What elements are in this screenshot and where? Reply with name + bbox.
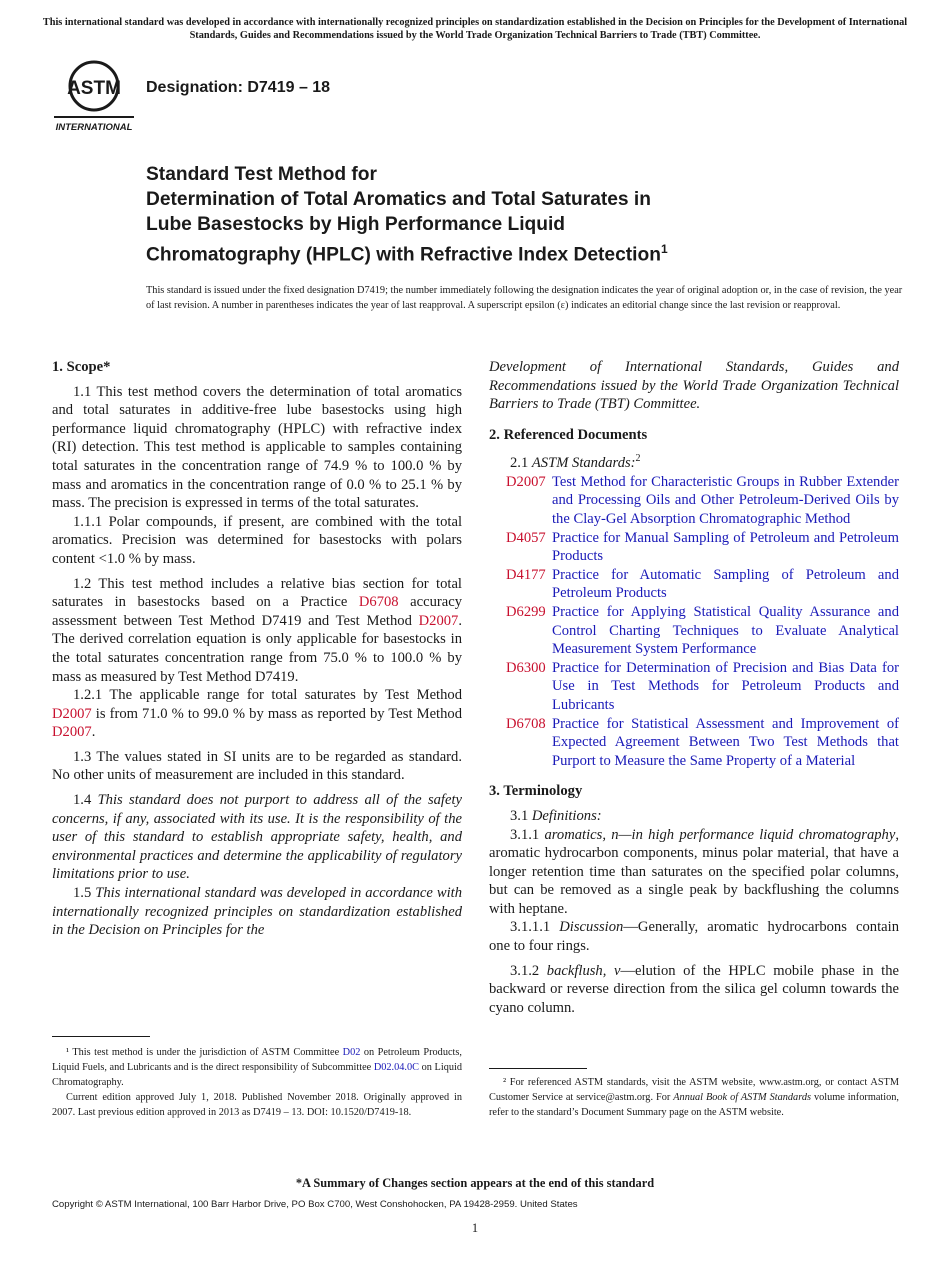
para-3-1-2-text: —elution of the HPLC mobile phase in the backward or reverse direction from the silica gel column towards the cyano column. — [489, 962, 899, 1016]
footnote-2-italic: Annual Book of ASTM Standards — [673, 1092, 811, 1103]
link-d2007[interactable]: D2007 — [52, 705, 92, 722]
footnote-2 — [489, 1075, 899, 1120]
footnote-rule-left — [52, 1036, 150, 1037]
designation-label: Designation: — [146, 79, 243, 96]
title-line-4: Chromatography (HPLC) with Refractive Index Detection — [146, 244, 661, 266]
para-3-1-1-1-term: Discussion — [559, 919, 624, 936]
title-line-1: Standard Test Method for — [146, 164, 377, 185]
section-2-heading: 2. Referenced Documents — [489, 426, 648, 443]
reference-item[interactable] — [506, 529, 899, 566]
footnote-1-text-a: ¹ This test method is under the jurisdiction of ASTM Committee — [66, 1047, 343, 1058]
ref-code[interactable]: D6708 — [506, 715, 546, 732]
section-3-heading: 3. Terminology — [489, 783, 583, 800]
astm-logo-icon — [52, 58, 136, 136]
logo-subtext: INTERNATIONAL — [55, 122, 133, 133]
para-1-2-text-a: 1.2 This test method includes a relative bias section for total saturates in basestocks based on a Practice — [52, 575, 462, 611]
reference-item[interactable] — [506, 659, 899, 715]
para-1-5-continued — [489, 358, 899, 414]
reference-list — [489, 473, 899, 771]
page-number: 1 — [471, 1221, 479, 1235]
para-3-1-1-term: aromatics, n—in high performance liquid chromatography — [544, 826, 896, 843]
footnote-1 — [52, 1045, 462, 1120]
para-1-2-1-text-c: . — [91, 724, 96, 741]
footnote-2-text-a: ² For referenced ASTM standards, visit the ASTM website, www.astm.org, or contact ASTM Customer Service at service@astm.org. For — [489, 1077, 899, 1103]
footnote-1-text-c: on Liquid Chromatography. — [52, 1062, 463, 1088]
para-1-2-1-text-a: 1.2.1 The applicable range for total saturates by Test Method — [73, 687, 462, 704]
issuance-statement: This standard is issued under the fixed designation D7419; the number immediately following the designation indicates the year of original adoption or, in the case of revision, the year of last revision. A number in parentheses indicates the year of last reapproval. A superscript epsilon (ε) indicates an editorial change since the last revision or reapproval. — [146, 285, 903, 311]
para-3-1-1-text: , aromatic hydrocarbon components, minus polar material, that have a longer retention time than saturates on the specified polar columns, but can be removed as a single peak by backflushing the columns with heptane. — [489, 826, 899, 917]
para-1-4-number: 1.4 — [73, 792, 98, 809]
designation-code: D7419 – 18 — [247, 79, 331, 96]
footnote-1-edition: Current edition approved July 1, 2018. Published November 2018. Originally approved in 2007. Last previous edition approved in 2013 as D7419 – 13. DOI: 10.1520/D7419-18. — [52, 1092, 462, 1118]
para-2-1-text: ASTM Standards: — [531, 455, 636, 472]
link-d02-04-0c[interactable]: D02.04.0C — [373, 1062, 420, 1073]
para-3-1-1-1-text: —Generally, aromatic hydrocarbons contain one to four rings. — [489, 919, 899, 955]
link-d2007[interactable]: D2007 — [52, 724, 92, 741]
para-1-2 — [52, 575, 462, 687]
para-3-1-1-1-number: 3.1.1.1 — [510, 919, 560, 936]
title-line-2: Determination of Total Aromatics and Total Saturates in — [146, 189, 651, 210]
ref-title[interactable]: Practice for Manual Sampling of Petroleum and Petroleum Products — [552, 529, 899, 565]
reference-item[interactable] — [506, 715, 899, 771]
ref-title[interactable]: Test Method for Characteristic Groups in Rubber Extender and Processing Oils and Other Petroleum-Derived Oils by the Clay-Gel Absorption Chromatographic Method — [552, 473, 899, 528]
para-3-1-number: 3.1 — [510, 807, 532, 824]
footnote-1-text-b: on Petroleum Products, Liquid Fuels, and Lubricants and is the direct responsibility of Subcommittee — [52, 1047, 462, 1073]
ref-code[interactable]: D6299 — [506, 603, 546, 620]
reference-item[interactable] — [506, 473, 899, 529]
para-3-1-text: Definitions: — [531, 807, 602, 824]
link-d6708[interactable]: D6708 — [358, 594, 399, 611]
header-notice: This international standard was developed in accordance with internationally recognized principles on standardization established in the Decision on Principles for the Development of International Standards, Guides and Recommendations issued by the World Trade Organization Technical Barriers to Trade (TBT) Committee. — [42, 17, 908, 41]
para-1-5-continued-text: Development of International Standards, Guides and Recommendations issued by the World Trade Organization Technical Barriers to Trade (TBT) Committee. — [489, 359, 899, 413]
para-1-2-1 — [52, 686, 462, 742]
para-1-5-number: 1.5 — [73, 885, 96, 902]
para-3-1-2 — [489, 962, 899, 1018]
designation — [146, 79, 330, 97]
footnote-1-text — [52, 1045, 462, 1090]
reference-item[interactable] — [506, 566, 899, 603]
para-3-1-2-term: backflush, v — [546, 962, 621, 979]
title-line-3: Lube Basestocks by High Performance Liquid — [146, 214, 566, 235]
para-3-1-1-1 — [489, 918, 899, 955]
logo-text: ASTM — [67, 78, 121, 99]
para-1-4 — [52, 791, 462, 884]
reference-item[interactable] — [506, 603, 899, 659]
para-3-1-1-number: 3.1.1 — [510, 826, 545, 843]
footnote-rule-right — [489, 1068, 587, 1069]
para-2-1 — [489, 450, 899, 472]
para-3-1-2-number: 3.1.2 — [510, 962, 547, 979]
ref-title[interactable]: Practice for Statistical Assessment and Improvement of Expected Agreement Between Two Test Methods that Purport to Measure the Same Property of a Material — [552, 715, 899, 769]
para-3-1 — [489, 807, 899, 826]
para-2-1-number: 2.1 — [510, 455, 532, 472]
ref-code[interactable]: D4057 — [506, 529, 546, 546]
section-1-heading: 1. Scope* — [52, 359, 111, 375]
left-column — [52, 358, 462, 940]
footnote-2-text-b: volume information, refer to the standard’s Document Summary page on the ASTM website. — [489, 1092, 899, 1118]
astm-logo — [52, 58, 136, 136]
para-1-1-1: 1.1.1 Polar compounds, if present, are combined with the total aromatics. Precision was determined for basestocks with polars content <1.0 % by mass. — [52, 513, 462, 567]
footnote-2-text — [489, 1075, 899, 1120]
summary-of-changes-note: *A Summary of Changes section appears at the end of this standard — [295, 1176, 655, 1190]
ref-code[interactable]: D4177 — [506, 566, 546, 583]
para-1-4-text: This standard does not purport to address all of the safety concerns, if any, associated with its use. It is the responsibility of the user of this standard to establish appropriate safety, health, and environmental practices and determine the applicability of regulatory limitations prior to use. — [52, 792, 462, 883]
para-1-5-text: This international standard was developed in accordance with internationally recognized principles on standardization established in the Decision on Principles for the — [52, 885, 463, 939]
para-1-2-text-b: accuracy assessment between Test Method D7419 and Test Method — [52, 594, 462, 629]
right-column — [489, 358, 899, 1017]
para-1-2-text-c: . The derived correlation equation is only applicable for basestocks in the total saturates concentration range from 75.0 % to 100.0 % by mass as measured by Test Method D7419. — [52, 612, 462, 685]
ref-title[interactable]: Practice for Determination of Precision and Bias Data for Use in Test Methods for Petroleum Products and Lubricants — [552, 659, 899, 713]
link-d2007[interactable]: D2007 — [418, 612, 459, 629]
title-footnote-mark: 1 — [660, 242, 668, 256]
ref-title[interactable]: Practice for Automatic Sampling of Petroleum and Petroleum Products — [552, 566, 899, 602]
ref-code[interactable]: D2007 — [506, 473, 546, 490]
ref-title[interactable]: Practice for Applying Statistical Quality Assurance and Control Charting Techniques to Evaluate Analytical Measurement System Performance — [552, 603, 899, 658]
para-1-2-1-text-b: is from 71.0 % to 99.0 % by mass as reported by Test Method — [91, 705, 462, 722]
ref-code[interactable]: D6300 — [506, 659, 546, 676]
link-d02[interactable]: D02 — [342, 1047, 361, 1058]
para-3-1-1 — [489, 826, 899, 919]
copyright-line: Copyright © ASTM International, 100 Barr Harbor Drive, PO Box C700, West Conshohocken, PA 19428-2959. United States — [52, 1199, 578, 1210]
para-1-3: 1.3 The values stated in SI units are to be regarded as standard. No other units of measurement are included in this standard. — [52, 748, 462, 784]
para-1-1: 1.1 This test method covers the determination of total aromatics and total saturates in additive-free lube basestocks using high performance liquid chromatography (HPLC) with refractive index (RI) detection. This test method is applicable to samples containing total saturates in the concentration range of 74.9 % to 100.0 % by mass and aromatics in the concentration range of 0.0 % to 25.1 % by mass. The precision is expressed in terms of the total saturates. — [52, 383, 462, 512]
para-1-5 — [52, 884, 462, 940]
document-title — [146, 162, 906, 267]
para-2-1-footnote-mark: 2 — [635, 453, 641, 465]
